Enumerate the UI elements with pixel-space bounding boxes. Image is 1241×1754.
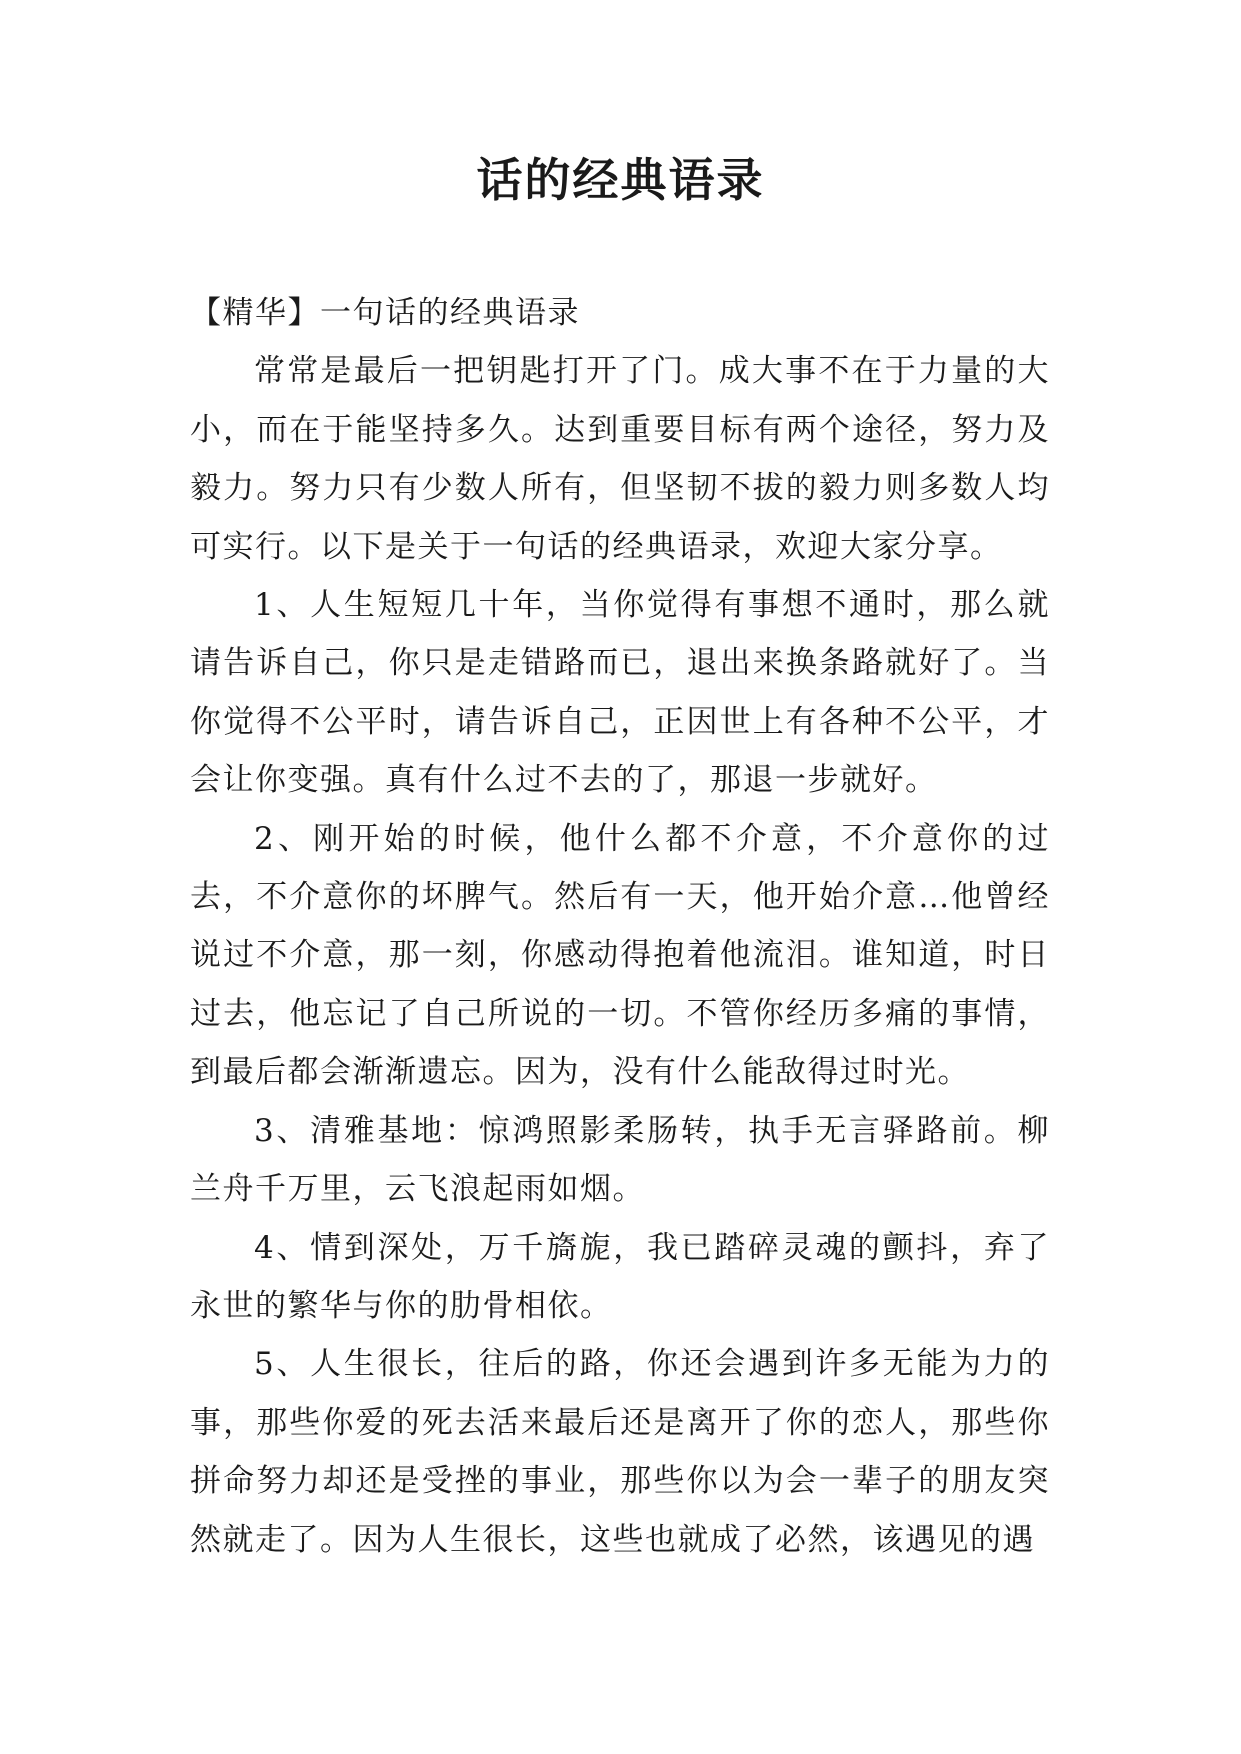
document-body — [190, 284, 1050, 1569]
quote-paragraph-2: 2、刚开始的时候，他什么都不介意，不介意你的过去，不介意你的坏脾气。然后有一天，他开始介意…他曾经说过不介意，那一刻，你感动得抱着他流泪。谁知道，时日过去，他忘记了自己所说的一切。不管你经历多痛的事情，到最后都会渐渐遗忘。因为，没有什么能敌得过时光。 — [190, 820, 1050, 1091]
intro-paragraph: 常常是最后一把钥匙打开了门。成大事不在于力量的大小，而在于能坚持多久。达到重要目标有两个途径，努力及毅力。努力只有少数人所有，但坚韧不拔的毅力则多数人均可实行。以下是关于一句话的经典语录，欢迎大家分享。 — [190, 353, 1050, 565]
quote-paragraph-5: 5、人生很长，往后的路，你还会遇到许多无能为力的事，那些你爱的死去活来最后还是离开了你的恋人，那些你拼命努力却还是受挫的事业，那些你以为会一辈子的朋友突然就走了。因为人生很长，这些也就成了必然，该遇见的遇 — [190, 1346, 1050, 1558]
quote-paragraph-4: 4、情到深处，万千旖旎，我已踏碎灵魂的颤抖，弃了永世的繁华与你的肋骨相依。 — [190, 1229, 1050, 1324]
quote-paragraph-3: 3、清雅基地：惊鸿照影柔肠转，执手无言驿路前。柳兰舟千万里，云飞浪起雨如烟。 — [190, 1112, 1050, 1208]
document-title: 话的经典语录 — [476, 153, 765, 207]
section-heading: 【精华】一句话的经典语录 — [190, 295, 580, 331]
quote-paragraph-1: 1、人生短短几十年，当你觉得有事想不通时，那么就请告诉自己，你只是走错路而已，退出来换条路就好了。当你觉得不公平时，请告诉自己，正因世上有各种不公平，才会让你变强。真有什么过不去的了，那退一步就好。 — [190, 587, 1050, 799]
